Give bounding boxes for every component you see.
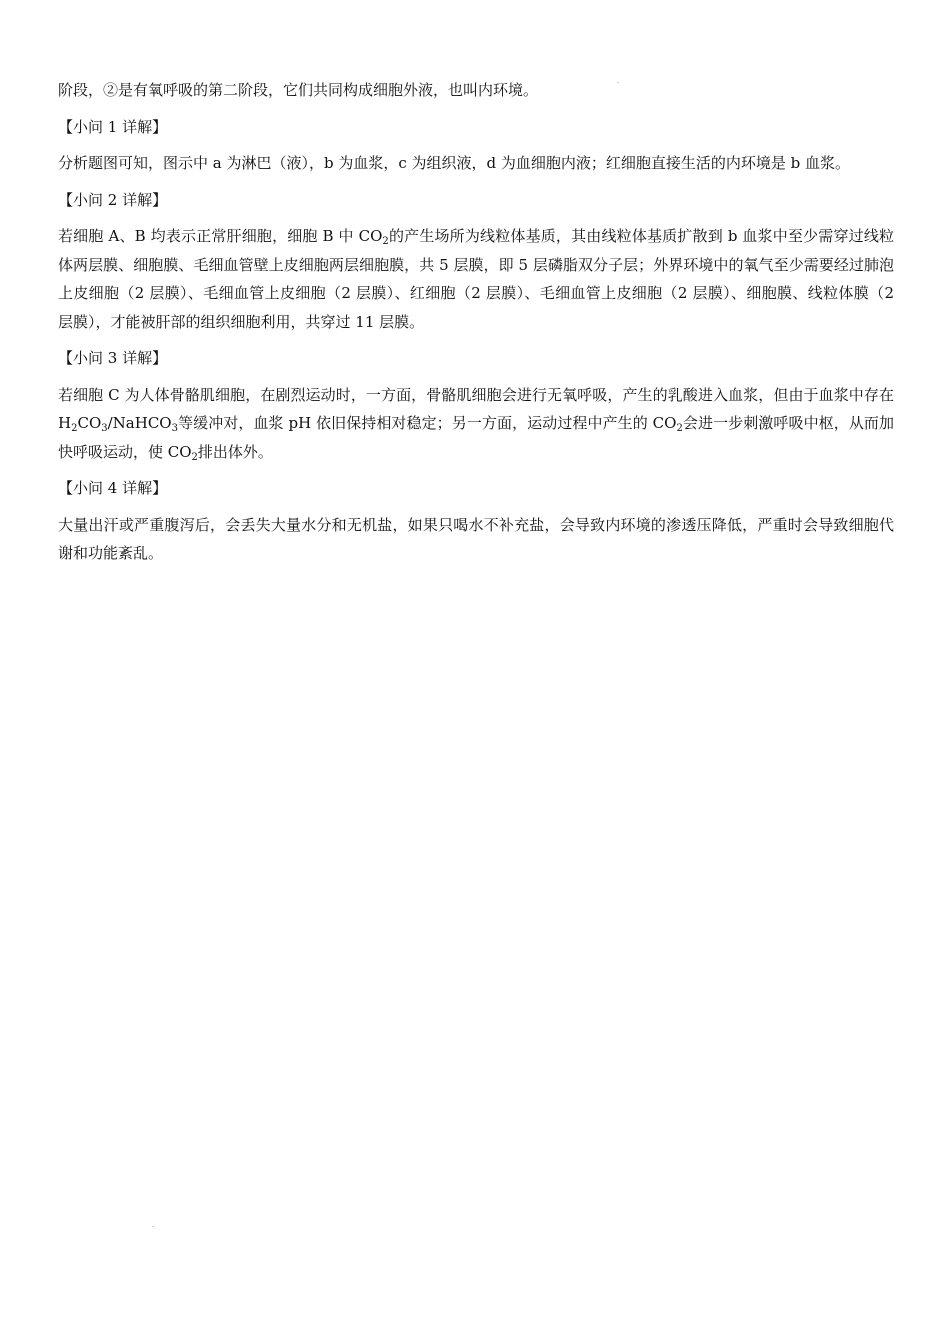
text-run: CO: [77, 414, 102, 432]
section-heading-q4: 【小问 4 详解】: [58, 479, 168, 497]
paragraph-q1-answer: 分析题图可知，图示中 a 为淋巴（液），b 为血浆，c 为组织液，d 为血细胞内液；红细胞直接生活的内环境是 b 血浆。: [58, 154, 851, 172]
text-run: 若细胞 C 为人体骨骼肌细胞，在剧烈运动时，一方面，骨骼肌细胞会进行无氧呼吸，产生的乳酸进入血浆，但由于血浆中存在 H: [58, 385, 894, 432]
section-heading-q1: 【小问 1 详解】: [58, 117, 168, 136]
paragraph-continuation: 阶段，②是有氧呼吸的第二阶段，它们共同构成细胞外液，也叫内环境。: [58, 81, 539, 99]
text-run: 的产生场所为线粒体基质，其由线粒体基质扩散到 b 血浆中至少需穿过线粒体两层膜、细胞膜、毛细血管壁上皮细胞两层细胞膜，共 5 层膜，即 5 层磷脂双分子层；外界环境中的氧气至少需要经过肺泡上皮细胞（2 层膜）、毛细血管上皮细胞（2 层膜）、红细胞（2 层膜）、毛细血管上皮细胞（2 层膜）、细胞膜、线粒体膜（2 层膜），才能被肝部的组织细胞利用，共穿过 11 层膜。: [58, 227, 894, 331]
text-run: 若细胞 A、B 均表示正常肝细胞，细胞 B 中 CO: [58, 227, 383, 245]
subscript: 2: [191, 451, 198, 463]
section-heading-q3: 【小问 3 详解】: [58, 349, 168, 367]
subscript: 2: [71, 423, 78, 434]
section-heading-q2: 【小问 2 详解】: [58, 190, 168, 209]
text-run: 会进一步刺激呼吸中枢，从而加快呼吸运动，使 CO: [58, 414, 894, 461]
document-body: [58, 76, 894, 576]
subscript: 3: [171, 423, 178, 434]
text-run: /NaHCO: [107, 414, 172, 432]
paragraph-q2-answer: [58, 222, 894, 336]
paragraph-q3-answer: [58, 381, 894, 467]
scan-speck: [152, 1226, 154, 1227]
scan-speck: [617, 82, 619, 83]
subscript: 2: [382, 236, 389, 247]
subscript: 3: [101, 423, 108, 434]
text-run: 等缓冲对，血浆 pH 依旧保持相对稳定；另一方面，运动过程中产生的 CO: [177, 414, 677, 432]
subscript: 2: [676, 423, 683, 434]
paragraph-q4-answer: 大量出汗或严重腹泻后，会丢失大量水分和无机盐，如果只喝水不补充盐，会导致内环境的渗透压降低，严重时会导致细胞代谢和功能紊乱。: [58, 515, 894, 562]
text-run: 排出体外。: [197, 442, 273, 461]
